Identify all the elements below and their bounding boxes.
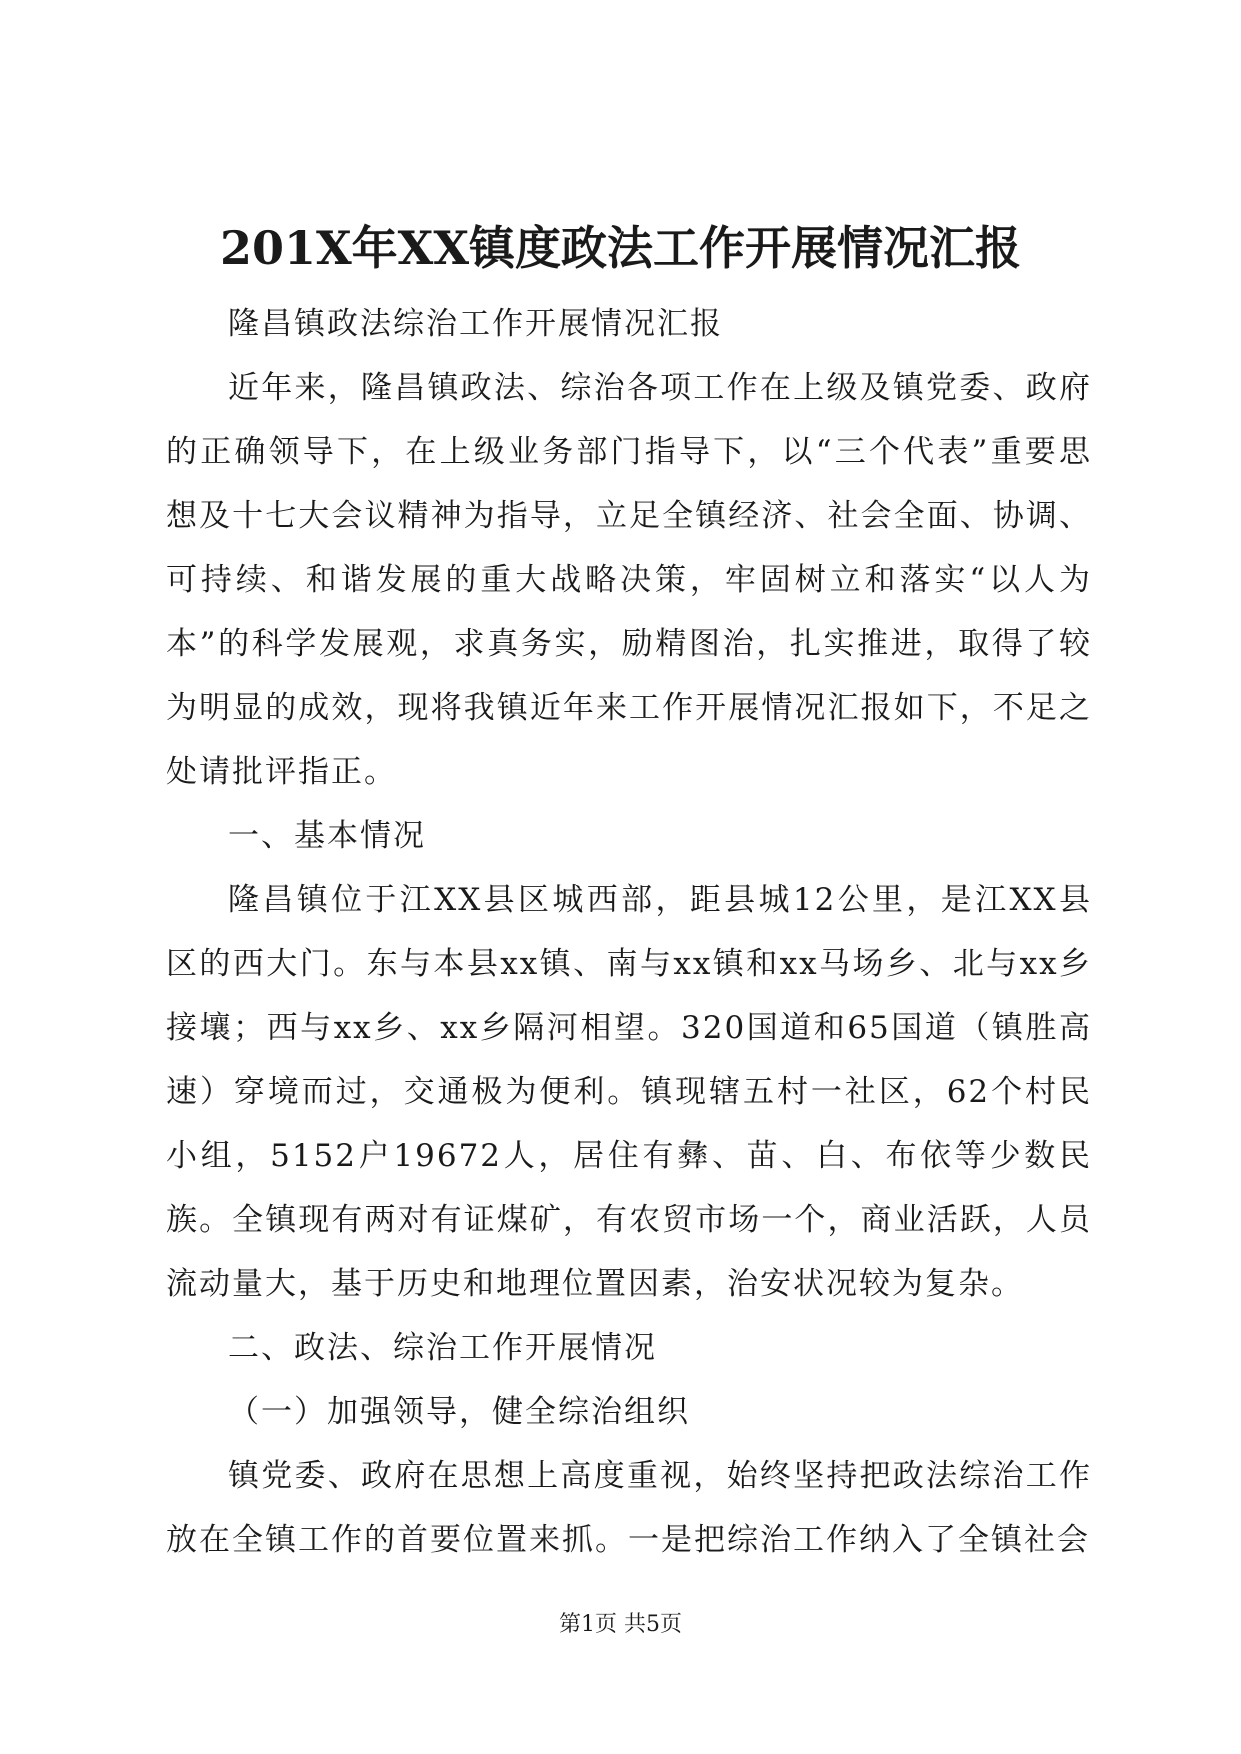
document-body <box>166 292 1092 1572</box>
section-heading-basic: 一、基本情况 <box>228 818 426 854</box>
subsection-heading-leadership: （一）加强领导，健全综治组织 <box>228 1394 690 1430</box>
document-title: 201X年XX镇度政法工作开展情况汇报 <box>219 221 1022 275</box>
section-heading-work: 二、政法、综治工作开展情况 <box>228 1330 657 1366</box>
subtitle-paragraph: 隆昌镇政法综治工作开展情况汇报 <box>228 306 723 342</box>
intro-paragraph: 近年来，隆昌镇政法、综治各项工作在上级及镇党委、政府的正确领导下，在上级业务部门指导下，以“三个代表”重要思想及十七大会议精神为指导，立足全镇经济、社会全面、协调、可持续、和谐发展的重大战略决策，牢固树立和落实“以人为本”的科学发展观，求真务实，励精图治，扎实推进，取得了较为明显的成效，现将我镇近年来工作开展情况汇报如下，不足之处请批评指正。 <box>166 370 1092 790</box>
page-footer: 第1页 共5页 <box>559 1612 682 1637</box>
basic-info-paragraph: 隆昌镇位于江XX县区城西部，距县城12公里，是江XX县区的西大门。东与本县xx镇、南与xx镇和xx马场乡、北与xx乡接壤；西与xx乡、xx乡隔河相望。320国道和65国道（镇胜高速）穿境而过，交通极为便利。镇现辖五村一社区，62个村民小组，5152户19672人，居住有彝、苗、白、布依等少数民族。全镇现有两对有证煤矿，有农贸市场一个，商业活跃，人员流动量大，基于历史和地理位置因素，治安状况较为复杂。 <box>166 882 1092 1302</box>
leadership-paragraph: 镇党委、政府在思想上高度重视，始终坚持把政法综治工作放在全镇工作的首要位置来抓。一是把综治工作纳入了全镇社会 <box>166 1458 1092 1558</box>
